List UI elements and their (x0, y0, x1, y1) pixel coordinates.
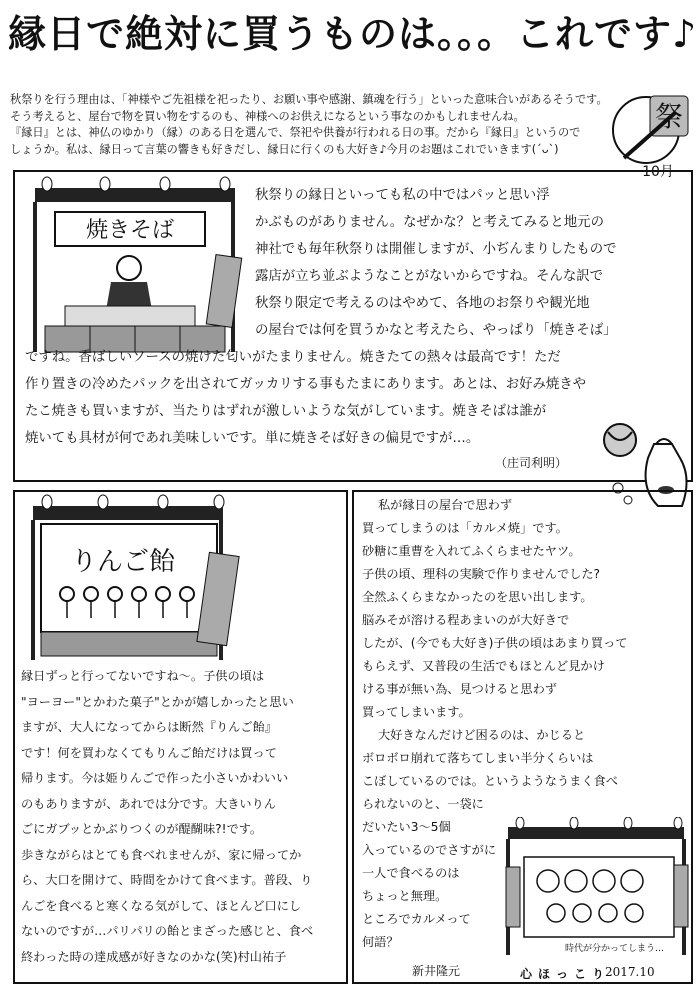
text-line: ら、大口を開けて、時間をかけて食べます。普段、り (21, 873, 313, 887)
badge-kanji: 祭 (654, 100, 684, 133)
text-line: こぼしているのでは。というようなうまく食べ (362, 774, 618, 788)
ringo-ame-sign: りんご飴 (70, 547, 176, 577)
text-line: られないのと、一袋に (362, 797, 484, 811)
ringo-ame-section (13, 490, 348, 984)
footer-date: 2017.10 (605, 965, 655, 979)
text-line: 大好きなんだけど困るのは、かじると (378, 728, 586, 742)
karumeyaki-stall-illustration (504, 817, 690, 957)
yakisoba-section (13, 170, 693, 482)
karumeyaki-caption: 時代が分かってしまう… (564, 944, 664, 954)
yakisoba-author: （庄司利明） (495, 456, 568, 470)
footer-name: 心ほっこり (520, 967, 611, 981)
text-line: のもありますが、あれでは分です。大きいりん (21, 796, 276, 811)
text-line: 作り置きの冷めたパックを出されてガッカリする事もたまにあります。あとは、お好み焼きや (25, 377, 587, 392)
text-line: の屋台では何を買うかなと考えたら、やっぱり「焼きそば」 (255, 323, 617, 338)
text-line: ますが、大人になってからは断然『りんご飴』 (21, 720, 277, 734)
text-line: 子供の頃、理科の実験で作りませんでした? (362, 567, 601, 581)
text-line: 買ってしまいます。 (362, 705, 471, 719)
text-line: 脳みそが溶ける程あまいのが大好きで (362, 613, 570, 627)
karumeyaki-section (352, 490, 693, 984)
text-line: だいたい3〜5個 (362, 820, 451, 834)
text-line: もらえず、又普段の生活でもほとんど見かけ (362, 659, 605, 673)
text-line: ところでカルメって (362, 912, 471, 926)
ringo-ame-stall-illustration (23, 494, 243, 664)
text-line: 砂糖に重曹を入れてふくらませたヤツ。 (362, 544, 581, 558)
text-line: "ヨーヨー"とかわた菓子"とかが嬉しかったと思い (21, 694, 294, 709)
intro-line: しょうか。私は、縁日って言葉の響きも好きだし、縁日に行くのも大好き♪今月のお題はこれでいきます(´ᴗ`) (10, 142, 559, 156)
text-line: 一人で食べるのは (362, 866, 460, 880)
text-line: 買ってしまうのは「カルメ焼」です。 (362, 521, 568, 535)
text-line: ですね。香ばしいソースの焼けた匂いがたまりません。焼きたての熱々は最高です！ただ (25, 350, 561, 365)
yakisoba-sign: 焼きそば (85, 218, 175, 243)
text-line: 何語？ (362, 935, 399, 949)
text-line: 歩きながらはとても食べれませんが、家に帰ってか (21, 847, 302, 862)
text-line: んごを食べると寒くなる気がして、ほとんど口にし (21, 898, 302, 913)
ringo-ame-body (21, 664, 347, 970)
text-line: たこ焼きも買いますが、当たりはずれが激しいような気がしています。焼きそばは誰が (25, 404, 547, 419)
text-line: です！何を買わなくてもりんご飴だけは買って (21, 745, 277, 760)
text-line: ける事が無い為、見つけると思わず (362, 682, 557, 696)
badge-month: 10月 (642, 164, 674, 180)
text-line: ボロボロ崩れて落ちてしまい半分くらいは (362, 751, 594, 765)
intro-line: 秋祭りを行う理由は、「神様やご先祖様を祀ったり、お願い事や感謝、鎮魂を行う」といった意味合いがあるそうです。 (10, 93, 608, 106)
yakisoba-body (25, 182, 685, 452)
intro-line: そう考えると、屋台で物を買い物をするのも、神様へのお供えになるという事なのかもしれませんね。 (10, 109, 525, 123)
text-line: 神社でも毎年秋祭りは開催しますが、小ぢんまりしたもので (255, 242, 617, 257)
intro-line: 『縁日』とは、神仏のゆかり（縁）のある日を選んで、祭祀や供養が行われる日の事。だから『縁日』というので (10, 126, 581, 139)
text-line: 縁日ずっと行ってないですね〜。子供の頃は (21, 669, 265, 683)
text-line: 全然ふくらまなかったのを思い出します。 (362, 590, 593, 604)
text-line: ごにガブッとかぶりつくのが醍醐味?!です。 (21, 822, 263, 836)
text-line: 私が縁日の屋台で思わず (378, 498, 513, 512)
karumeyaki-author: 新井隆元 (412, 964, 461, 978)
text-line: 入っているのでさすがに (362, 843, 497, 857)
text-line: 露店が立ち並ぶようなことがないからですね。そんな訳で (255, 269, 604, 284)
text-line: かぶものがありません。なぜかな？と考えてみると地元の (255, 215, 604, 230)
text-line: 焼いても具材が何であれ美味しいです。単に焼きそば好きの偏見ですが…。 (25, 431, 480, 446)
text-line: 秋祭りの縁日といっても私の中ではパッと思い浮 (255, 188, 550, 203)
intro-text (10, 92, 650, 158)
text-line: 秋祭り限定で考えるのはやめて、各地のお祭りや観光地 (255, 296, 590, 311)
page-title: 縁日で絶対に買うものは。。。これです♪ (8, 12, 698, 56)
text-line: 終わった時の達成感が好きなのかな(笑)村山祐子 (21, 949, 287, 964)
text-line: 帰ります。今は姫りんごで作った小さいかわいい (21, 771, 289, 785)
text-line: したが、(今でも大好き)子供の頃はあまり買って (362, 636, 628, 650)
text-line: ちょっと無理。 (362, 889, 448, 903)
text-line: ないのですが…パリパリの飴とまざった感じと、食べ (21, 924, 314, 938)
